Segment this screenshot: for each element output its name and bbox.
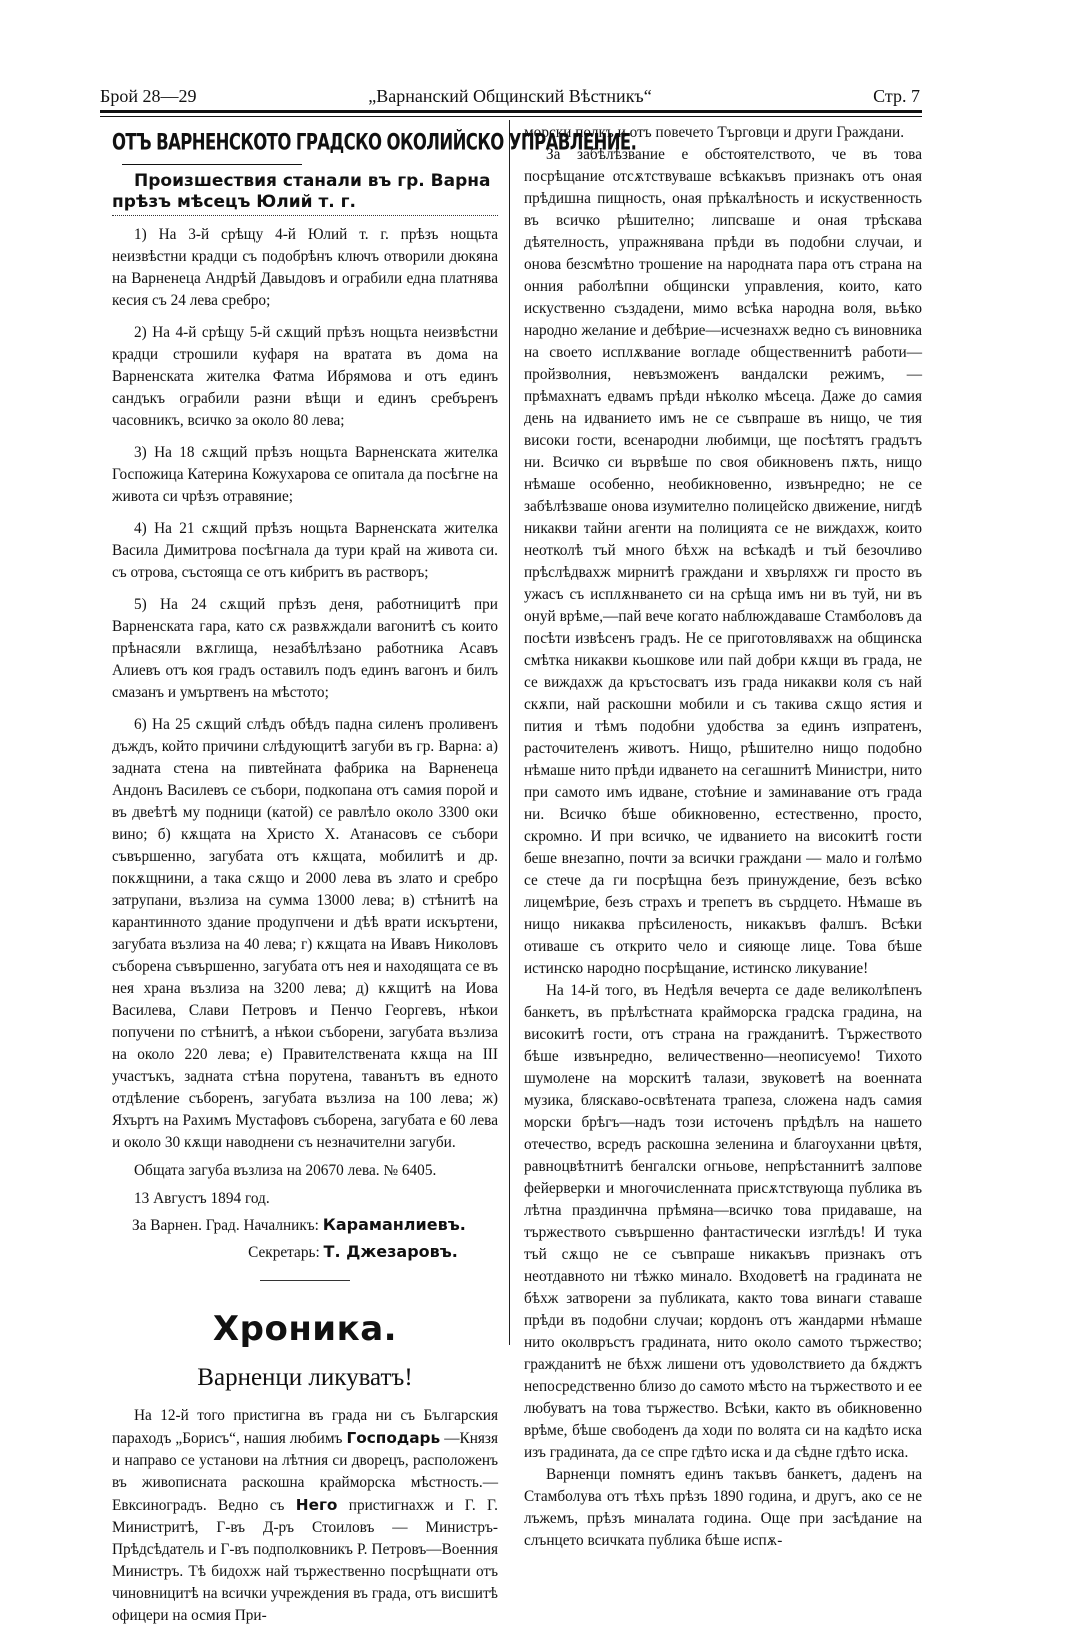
chronicle-text-b: —Князя и направо се установи на лѣтния си дворецъ, расположенъ въ живописната раскошна крайморска мѣстность.—Евксиноградъ. Ведно съ: [112, 1430, 498, 1514]
left-column: [112, 122, 637, 1627]
issue-number: Брой 28—29: [100, 86, 197, 106]
header-rule: [100, 110, 922, 113]
secretary-label: Секретарь:: [248, 1244, 320, 1261]
paragraph: Варненци помнятъ единъ такъвъ банкетъ, даденъ на Стамболува отъ тѣхъ прѣзъ 1890 година, и другъ, ако се не лъжемъ, прѣзъ миналата година. Още при засѣдание на слънцето всичката публика бѣше испѫ-: [524, 1466, 922, 1549]
report-date: 13 Августъ 1894 год.: [134, 1190, 270, 1207]
incident-item: 6) На 25 сѫщий слѣдъ обѣдъ падна силенъ проливенъ дъждъ, който причини слѣдующитѣ загуби въ гр. Варна: а) задната стена на пивтейната фабрика на Варненеца Андонъ Василевъ се събори, подкопана отъ самия порой и въ двеѣтѣ му подници (катой) се равлѣло около 3300 оки вино; б) кѫщата на Христо Х. Атанасовъ се събори съвършенно, загубата отъ кѫщата, мобилитѣ и др. покѫщнини, а така сѫщо и 2000 лева въ злато и сребро затрупани, възлиза на сумма 13000 лева; в) стѣнитѣ на карантинното здание продупчени и дѣѣ врати искъртени, загубата възлиза на 40 лева; г) кѫщата на Ивавъ Николовъ съборена съвършенно, загубата отъ нея и находящата се въ нея храна възлиза на 3200 лева; д) кѫщитѣ на Иова Василева, Слави Петровъ и Пенчо Георгевъ, нѣкои попучени по стѣнитѣ, а нѣкои съборени, загубата възлиза на около 220 лева; е) Правителствената кѫща на III участъкъ, задната стѣна порутена, таванътъ въ едното отдѣление съборенъ, загубата възлиза на 100 лева; ж) Яхъртъ на Рахимъ Мустафовъ съборена, загубата е 60 лева и около 30 кѫщи наводнени съ незначителни загуби.: [112, 716, 498, 1151]
incidents-heading: Произшествия станали въ гр. Варна прѣзъ мѣсецъ Юлий т. г.: [112, 171, 491, 212]
secretary-name: Т. Джезаровъ.: [323, 1242, 458, 1261]
secretary-signature: [112, 1241, 498, 1264]
right-column: [524, 122, 922, 1552]
separator-rule: [260, 1280, 350, 1281]
chronicle-text-c: пристигнахж и Г. Г. Министритѣ, Г-въ Д-ръ Стоиловъ — Министръ-Прѣдсѣдатель и Г-въ подполковникъ Р. Петровъ—Военния Министръ. Тѣ бидохж най тържественно посрѣщнати отъ чиновницитѣ на всички учреждения въ града, отъ висшитѣ офицери на осмия При-: [112, 1497, 498, 1624]
column-divider: [509, 120, 510, 1345]
chronicle-subtitle: Варненци ликуватъ!: [197, 1364, 413, 1391]
sovereign-word: Господарь: [346, 1429, 441, 1447]
him-word: Него: [295, 1496, 338, 1514]
chief-label: За Варнен. Град. Началникъ:: [132, 1217, 319, 1234]
section-title: ОТЪ ВАРНЕНСКОТО ГРАДСКО ОКОЛИЙСКО УПРАВЛЕНИЕ.: [112, 129, 637, 155]
chronicle-title: Хроника.: [212, 1309, 398, 1349]
paragraph: На 14-й того, въ Недѣля вечерта се даде великолѣпенъ банкетъ, въ прѣлѣстната крайморска градска градина, на високитѣ гости, отъ страна на гражданитѣ. Тържеството бѣше извънредно, величественно—неописуемо! Тихото шумолене на морскитѣ талази, звуковетѣ на военната музика, бляскаво-освѣтената трапеза, сложена надъ самия морски брѣгъ—надъ този источенъ прѣдѣлъ на нашето отечество, всредъ раскошна зеленина и благоуханни цвѣтя, равноцвѣтнитѣ бенгалски огньове, непрѣстаннитѣ залпове фейерверки и многочисленната присѫтствующа публика въ лѣтна праздинчна прѣмяна—всичко това придаваше, на тържеството съвършенно фантастически изглѣдъ! И тука тъй сѫщо не се съвпраше никакъвъ признакъ отъ неотдавното ни тѣжко минало. Входоветѣ на градината не бѣхж затворени за публиката, както това винаги ставаше прѣди въ подобни случаи; кордонъ отъ жандарми нѣмаше нито околвръстъ градината, нито около самото тържество; гражданитѣ не бѣхж лишени отъ удоволствието да бѫджтъ непосредственно близо до самото мѣсто на тържеството и ее любуватъ на това тържество. Всѣки, както въ обикновенно врѣме, бѣше свободенъ да ходи по волята си на кадѣто иска изъ градината, да се спре гдѣто иска и да сѣдне гдѣто иска.: [524, 982, 922, 1461]
chronicle-paragraph: [112, 1405, 498, 1627]
incident-item: 2) На 4-й срѣщу 5-й сѫщий прѣзъ нощьта неизвѣстни крадци строшили куфаря на вратата въ дома на Варненската жителка Фатма Ибрямова и отъ единъ сандъкъ ограбили разни вѣщи и единъ сребъренъ часовникъ, всичко за около 80 лева;: [112, 324, 498, 429]
paragraph: морски полкъ и отъ повечето Търговци и други Граждани.: [524, 124, 905, 141]
paragraph: За забѣлѣзвание е обстоятелството, че въ това посрѣщание отсѫтствуваше всѣкакъвъ признакъ отъ оная прѣдишна пищность, оная прѣкалѣность и искуственность въ всичко рѣшително; липсваше и оная трѣскава дѣятелность, упражнявана прѣди въ подобни случаи, и онова безсмѣтно трошение на народната пара отъ страна на онния раболѣпни общински управления, които, като искуственно създадени, мимо всѣка народна воля, вьѣко народно желание и дебѣрие—исчезнахж ведно съ виновника на своето исплѫвание вогладе общественнитѣ работи—пройзволния, невъзможенъ вандалски режимъ, — прѣмахнатъ едвамъ прѣди нѣколко мѣсеца. Даже до самия день на идванието имъ не се съвпраше въ нищо, че тия високи гости, всенародни любимци, ще посѣтятъ градътъ ни. Всичко си вървѣше по своя обикновенъ пѫть, нищо нѣмаше особенно, необикновенно, извънредно; не се забѣлѣзваше онова изумително полицейско движение, нигдѣ никакви тайни агенти на полицията се не виждахж, които неотколѣ тъй много бѣхж на всѣкадѣ и тъй безочливо прѣслѣдвахж мирнитѣ граждани и хвърляхж ги просто въ ужасъ съ исплѫнването си на срѣща имъ ни въ туй, ни въ онуй врѣме,—пай вече когато наблюждаваше Стамболовъ да посѣти извѣсенъ градъ. Не се приготовлявахж на общинска смѣтка никакви кьошкове или пай добри кѫщи въ града, не се виждахж да кръстосватъ изъ града никакви коля съ най скѫпи, най раскошни мобили и съ такива сѫщо ястия и пития и тѣмъ подобни удобства за единъ изпратенъ, расточителенъ животъ. Нищо, рѣшително нищо подобно нѣмаше нито прѣди идването на сегашнитѣ Министри, нито при самото имъ идване, стоѣние и заминавание отъ града ни. Всичко бѣше обикновенно, естественно, просто, скромно. И при всичко, че идванието на високитѣ гости беше внезапно, почти за всички граждани — мало и голѣмо се стече да ги посрѣщна безъ принуждение, безъ всѣко лицемѣрие, безъ страхъ и трепетъ въ сърдцето. Нѣмаше въ нищо никаква прѣсиленость, никакъвъ фалшъ. Всѣки отиваше съ открито чело и сияюще лице. Това бѣше истинско народно посрѣщание, истинско ликувание!: [524, 146, 922, 977]
dotted-rule: [112, 215, 498, 216]
chronicle-text-a: На 12-й того пристигна въ града ни съ Българския параходъ „Борисъ“, нашия любимъ: [112, 1407, 498, 1447]
chief-name: Караманлиевъ.: [322, 1215, 466, 1234]
header-rule-thin: [100, 116, 922, 117]
incident-item: 1) На 3-й срѣщу 4-й Юлий т. г. прѣзъ нощьта неизвѣстни крадци съ подобрѣнъ ключъ отворили дюкяна на Варненеца Андрѣй Давыдовъ и ограбили една платнява кесия съ 24 лева сребро;: [112, 226, 498, 309]
page-number: Стр. 7: [873, 86, 920, 106]
incident-item: 3) На 18 сѫщий прѣзъ нощьта Варненската жителка Госпожица Катерина Кожухарова се опитала да посѣгне на живота си чрѣзъ отравяние;: [112, 444, 498, 505]
incident-item: 4) На 21 сѫщий прѣзъ нощьта Варненската жителка Васила Димитрова посѣгнала да тури край на живота си. съ отрова, състояща се отъ кибритъ въ растворъ;: [112, 520, 498, 581]
total-loss: Общата загуба възлиза на 20670 лева. № 6405.: [134, 1162, 437, 1179]
chief-signature: [112, 1214, 498, 1237]
incident-item: 5) На 24 сѫщий прѣзъ деня, работницитѣ при Варненската гара, като сѫ развѫждали вагонитѣ съ които прѣнасяли вѫглища, незабѣлѣзано работника Асавъ Алиевъ отъ коя градъ оставилъ подъ единъ вагонъ и билъ смазанъ и умъртвенъ на мѣстото;: [112, 596, 498, 701]
newspaper-name: „Варнанский Общинский Вѣстникъ“: [368, 86, 652, 106]
